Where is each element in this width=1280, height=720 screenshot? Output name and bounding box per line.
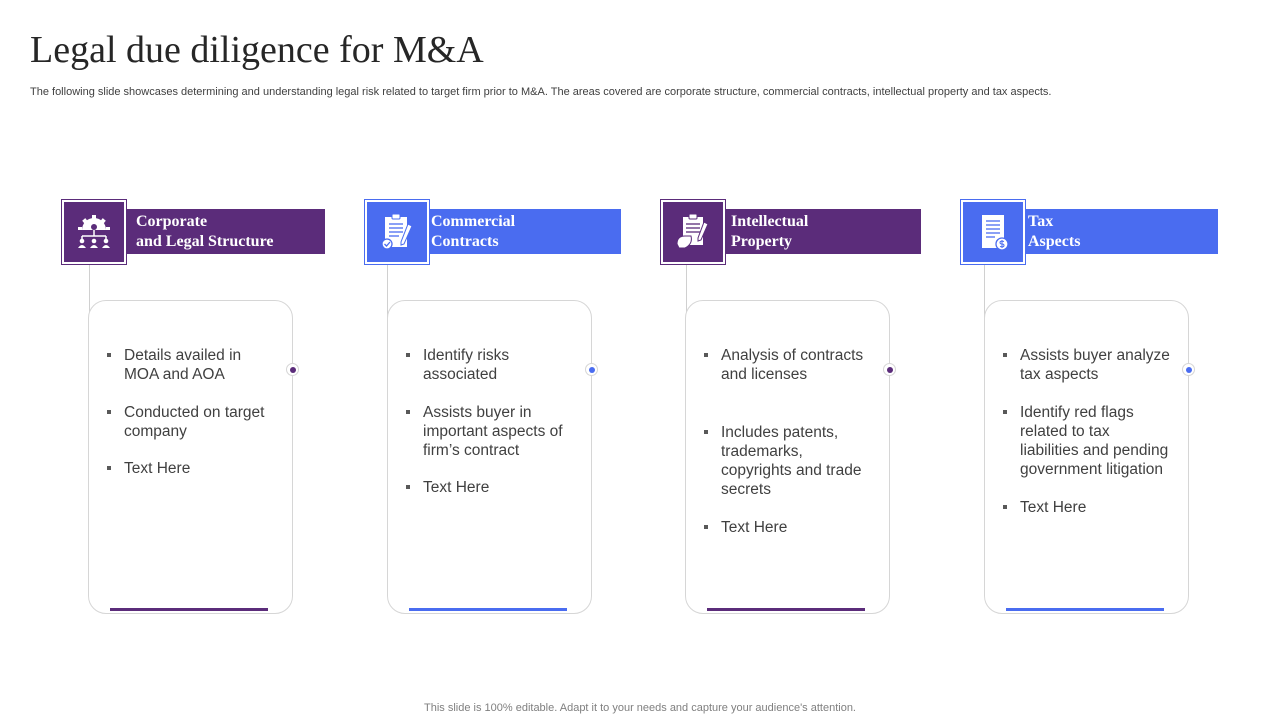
bullet-list xyxy=(404,346,574,516)
heading-line1: Corporate xyxy=(136,213,208,230)
bullet-item: Text Here xyxy=(702,518,872,537)
heading-line1: Commercial xyxy=(431,213,516,230)
heading-line1: Intellectual xyxy=(731,213,809,230)
slide-subtitle: The following slide showcases determining and understanding legal risk related to target firm prior to M&A. The areas covered are corporate structure, commercial contracts, intellectual property and tax aspects. xyxy=(30,86,1052,98)
accent-line xyxy=(110,608,268,611)
column-tax-aspects xyxy=(961,0,1261,720)
accent-line xyxy=(1006,608,1164,611)
bullet-item: Text Here xyxy=(1001,498,1171,517)
bullet-item: Analysis of contracts and licenses xyxy=(702,346,872,385)
content-card xyxy=(88,300,293,614)
connector-dot xyxy=(585,363,598,376)
content-card xyxy=(685,300,890,614)
tax-document-icon xyxy=(961,200,1025,264)
accent-line xyxy=(707,608,865,611)
heading-line2: and Legal Structure xyxy=(136,233,274,250)
contract-document-icon xyxy=(365,200,429,264)
connector-dot xyxy=(286,363,299,376)
slide-title: Legal due diligence for M&A xyxy=(30,29,484,71)
bullet-item: Text Here xyxy=(404,478,574,497)
heading-line2: Property xyxy=(731,233,793,250)
column-intellectual-property xyxy=(661,0,961,720)
column-corporate-legal xyxy=(62,0,362,720)
bullet-list xyxy=(105,346,275,496)
bullet-item: Conducted on target company xyxy=(105,403,275,442)
column-commercial-contracts xyxy=(365,0,665,720)
bullet-item: Assists buyer analyze tax aspects xyxy=(1001,346,1171,385)
heading-line1: Tax xyxy=(1028,213,1054,230)
content-card xyxy=(984,300,1189,614)
content-card xyxy=(387,300,592,614)
bullet-list xyxy=(702,346,872,555)
bullet-item: Identify red flags related to tax liabilities and pending government litigation xyxy=(1001,403,1171,480)
property-document-icon xyxy=(661,200,725,264)
bullet-list xyxy=(1001,346,1171,535)
accent-line xyxy=(409,608,567,611)
bullet-item: Details availed in MOA and AOA xyxy=(105,346,275,385)
organization-gear-icon xyxy=(62,200,126,264)
bullet-item: Assists buyer in important aspects of firm’s contract xyxy=(404,403,574,461)
connector-dot xyxy=(1182,363,1195,376)
bullet-item: Text Here xyxy=(105,459,275,478)
heading-line2: Aspects xyxy=(1028,233,1081,250)
connector-dot xyxy=(883,363,896,376)
heading-line2: Contracts xyxy=(431,233,499,250)
bullet-item: Identify risks associated xyxy=(404,346,574,385)
footer-note: This slide is 100% editable. Adapt it to your needs and capture your audience's attention. xyxy=(424,702,856,714)
bullet-item: Includes patents, trademarks, copyrights and trade secrets xyxy=(702,423,872,500)
